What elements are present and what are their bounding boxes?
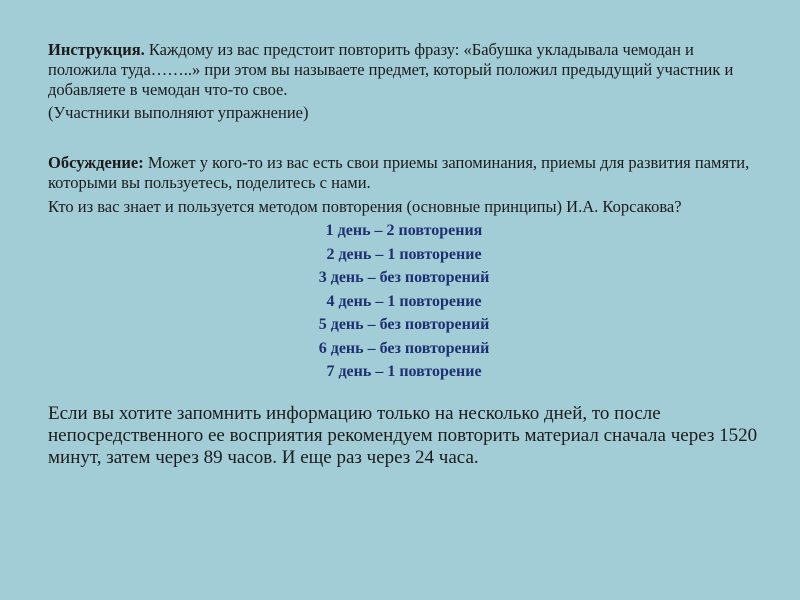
schedule-item-day-4: 4 день – 1 повторение — [326, 292, 482, 310]
discussion-label: Обсуждение: — [48, 153, 144, 172]
recommendation-paragraph: Если вы хотите запомнить информацию только на несколько дней, то после непосредственного ее восприятия рекомендуем повторить материал сначала через 1520 минут, затем через 89 часов. И еще раз через 24 часа. — [48, 402, 758, 468]
korsakov-question: Кто из вас знает и пользуется методом повторения (основные принципы) И.А. Корсакова? — [48, 197, 682, 216]
schedule-item-day-2: 2 день – 1 повторение — [326, 245, 482, 263]
participants-note: (Участники выполняют упражнение) — [48, 103, 309, 122]
schedule-item-day-6: 6 день – без повторений — [318, 339, 490, 357]
schedule-item-day-7: 7 день – 1 повторение — [326, 363, 482, 380]
slide-content — [48, 40, 760, 469]
schedule-item-day-1: 1 день – 2 повторения — [325, 222, 483, 239]
repetition-schedule — [48, 219, 760, 384]
instruction-text: Каждому из вас предстоит повторить фразу: «Бабушка укладывала чемодан и положила туда……..» при этом вы называете предмет, который положил предыдущий участник и добавляете в чемодан что-то свое. — [48, 40, 734, 99]
discussion-text: Может у кого-то из вас есть свои приемы запоминания, приемы для развития памяти, которыми вы пользуетесь, поделитесь с нами. — [48, 153, 750, 192]
discussion-paragraph — [48, 153, 760, 193]
instruction-paragraph — [48, 40, 760, 100]
schedule-item-day-3: 3 день – без повторений — [318, 269, 490, 286]
schedule-item-day-5: 5 день – без повторений — [318, 316, 490, 333]
instruction-label: Инструкция. — [48, 40, 145, 59]
